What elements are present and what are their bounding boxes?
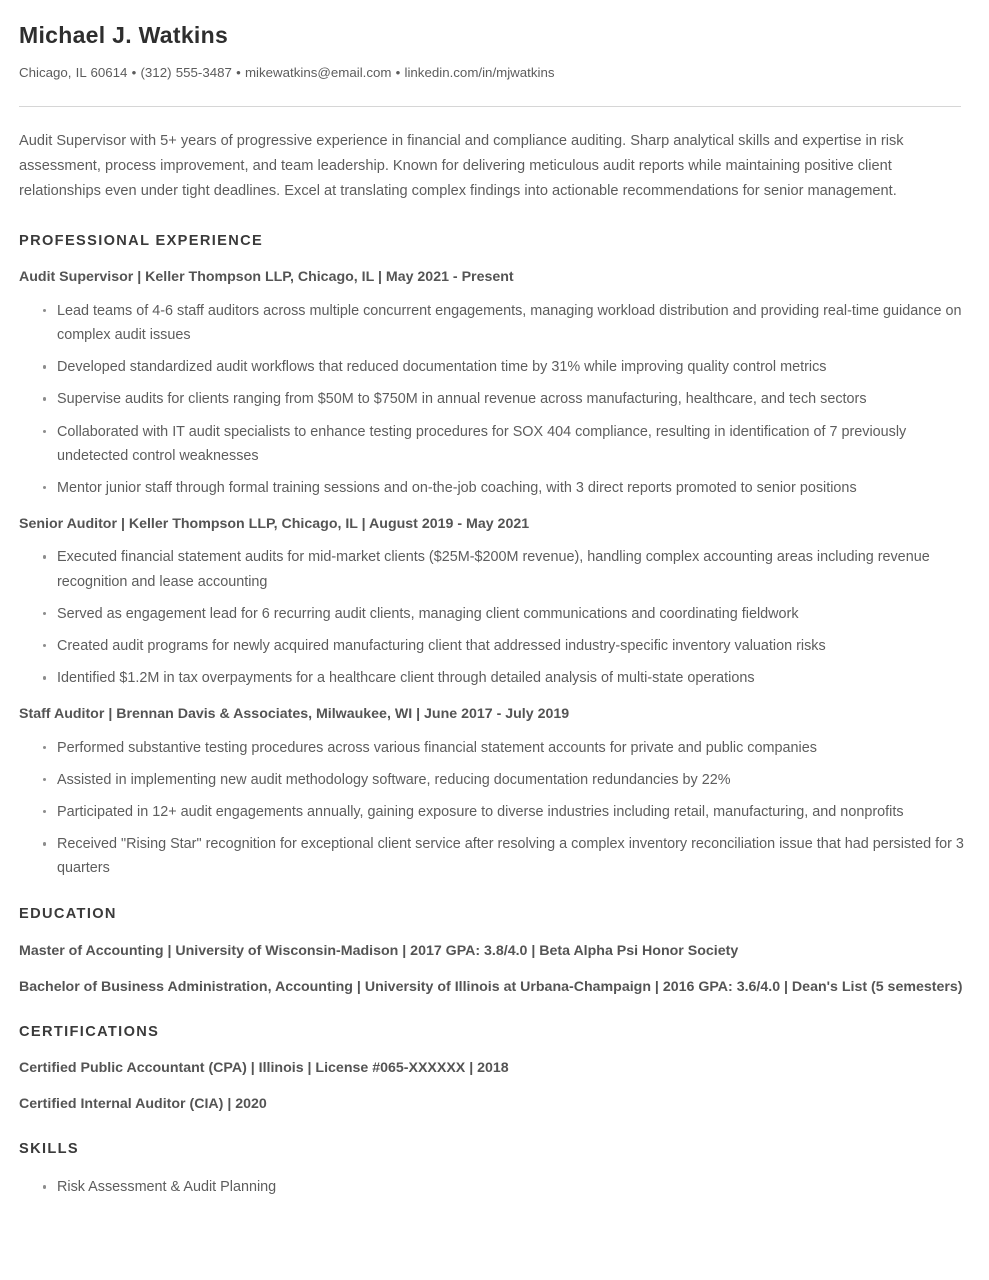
job-title-line: Audit Supervisor | Keller Thompson LLP, Chicago, IL | May 2021 - Present [19,269,514,286]
certification-entry: Certified Public Accountant (CPA) | Illinois | License #065-XXXXXX | 2018 [19,1060,509,1077]
job-title-line: Senior Auditor | Keller Thompson LLP, Chicago, IL | August 2019 - May 2021 [19,516,530,533]
job-bullet-list [19,736,965,881]
section-education [19,905,965,999]
section-heading-education: EDUCATION [19,905,117,922]
job-title-line: Staff Auditor | Brennan Davis & Associates, Milwaukee, WI | June 2017 - July 2019 [19,706,570,723]
job-bullet-list [19,299,965,500]
section-professional-experience [19,232,965,880]
contact-line: Chicago, IL 60614 • (312) 555-3487 • mikewatkins@email.com • linkedin.com/in/mjwatkins [19,64,555,80]
job-bullet: Assisted in implementing new audit methodology software, reducing documentation redundancies by 22% [19,768,965,792]
certification-entry: Certified Internal Auditor (CIA) | 2020 [19,1096,267,1113]
skill-item: Risk Assessment & Audit Planning [19,1175,965,1199]
job-bullet: Lead teams of 4-6 staff auditors across multiple concurrent engagements, managing workload distribution and providing real-time guidance on complex audit issues [19,299,965,347]
skills-list [19,1175,965,1199]
job-bullet-list [19,545,965,690]
section-heading-experience: PROFESSIONAL EXPERIENCE [19,233,264,250]
job-bullet: Received "Rising Star" recognition for exceptional client service after resolving a complex inventory reconciliation issue that had persisted for 3 quarters [19,832,965,880]
section-heading-skills: SKILLS [19,1141,79,1158]
job-bullet: Developed standardized audit workflows that reduced documentation time by 31% while improving quality control metrics [19,355,965,379]
job-bullet: Mentor junior staff through formal training sessions and on-the-job coaching, with 3 direct reports promoted to senior positions [19,476,965,500]
job-bullet: Executed financial statement audits for mid-market clients ($25M-$200M revenue), handling complex accounting areas including revenue recognition and lease accounting [19,545,965,593]
candidate-name: Michael J. Watkins [19,22,229,48]
education-entry: Master of Accounting | University of Wisconsin-Madison | 2017 GPA: 3.8/4.0 | Beta Alpha Psi Honor Society [19,942,739,959]
job-bullet: Collaborated with IT audit specialists to enhance testing procedures for SOX 404 compliance, resulting in identification of 7 previously undetected control weaknesses [19,420,965,468]
job-bullet: Participated in 12+ audit engagements annually, gaining exposure to diverse industries including retail, manufacturing, and nonprofits [19,800,965,824]
experience-entry [19,267,965,500]
job-bullet: Served as engagement lead for 6 recurring audit clients, managing client communications and coordinating fieldwork [19,602,965,626]
professional-summary: Audit Supervisor with 5+ years of progressive experience in financial and compliance auditing. Sharp analytical skills and expertise in risk assessment, process improvement, and team leadership. Known for delivering meticulous audit reports while maintaining positive client relationships even under tight deadlines. Excel at translating complex findings into actionable recommendations for senior management. [19,133,904,200]
education-entry: Bachelor of Business Administration, Accounting | University of Illinois at Urbana-Champaign | 2016 GPA: 3.6/4.0 | Dean's List (5 semesters) [19,978,963,995]
job-bullet: Identified $1.2M in tax overpayments for a healthcare client through detailed analysis of multi-state operations [19,666,965,690]
section-skills [19,1140,965,1199]
experience-entry [19,514,965,690]
resume-header [19,22,965,107]
section-certifications [19,1023,965,1117]
job-bullet: Created audit programs for newly acquired manufacturing client that addressed industry-specific inventory valuation risks [19,634,965,658]
job-bullet: Supervise audits for clients ranging from $50M to $750M in annual revenue across manufacturing, healthcare, and tech sectors [19,387,965,411]
header-divider [19,106,961,107]
experience-entry [19,704,965,880]
section-heading-certifications: CERTIFICATIONS [19,1023,160,1040]
job-bullet: Performed substantive testing procedures across various financial statement accounts for private and public companies [19,736,965,760]
